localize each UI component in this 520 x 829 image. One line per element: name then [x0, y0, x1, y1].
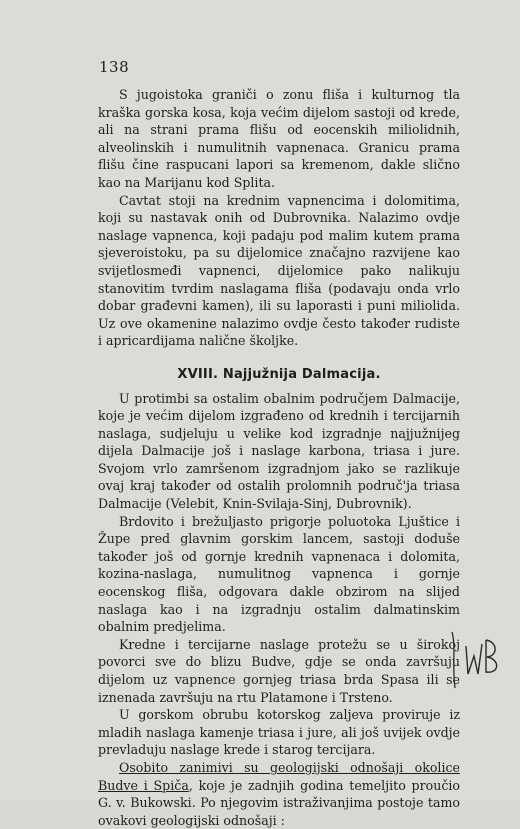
scribble-stroke — [466, 644, 482, 674]
paragraph-last — [98, 759, 460, 829]
handwritten-margin-annotation-icon — [446, 626, 506, 696]
underlined-phrase: Osobito zanimivi su geologijski odnošaji okolice Budve i Spiča — [98, 759, 460, 793]
section-heading: XVIII. Najjužnija Dalmacija. — [177, 366, 381, 382]
paragraph: U protimbi sa ostalim obalnim područjem Dalmacije, koje je većim dijelom izgrađeno od krednih i tercijarnih naslaga, sudjeluju u velike kod izgradnje najjužnijeg dijela Dalmacije još i naslage karbona, triasa i jure. Svojom vrlo zamršenom izgradnjom jako se razlikuje ovaj kraj također od ostalih prolomnih područ'ja triasa Dalmacije (Velebit, Knin-Svilaja-Sinj, Dubrovnik). — [98, 390, 460, 512]
body-text — [98, 86, 460, 829]
paragraph: S jugoistoka graniči o zonu fliša i kulturnog tla kraška gorska kosa, koja većim dijelom sastoji od krede, ali na strani prama flišu od eocenskih miliolidnih, alveolinskih i numulitnih vapnenaca. Granicu prama flišu čine raspucani lapori sa kremenom, dakle slično kao na Marijanu kod Splita. — [98, 87, 460, 190]
margin-bracket-stroke — [452, 632, 455, 688]
paragraph-rest: , koje je zadnjih godina temeljito proučio G. v. Bukowski. Po njegovim istraživanjima postoje tamo ovakovi geologijski odnošaji : — [98, 777, 460, 828]
paragraph: Brdovito i brežuljasto prigorje poluotoka Ljuštice i Župe pred glavnim gorskim lancem, sastoji doduše također još od gornje krednih vapnenaca i dolomita, kozina-naslaga, numulitnog vapnenca i gornje eocenskog fliša, odgovara dakle obzirom na slijed naslaga kao i na izgradnju ostalim dalmatinskim obalnim predjelima. — [98, 513, 460, 635]
paragraph: U gorskom obrubu kotorskog zaljeva proviruje iz mladih naslaga kamenje triasa i jure, ali još uvijek ovdje prevladuju naslage krede i starog tercijara. — [98, 707, 460, 758]
paragraph: Cavtat stoji na krednim vapnencima i dolomitima, koji su nastavak onih od Dubrovnika. Nalazimo ovdje naslage vapnenca, koji padaju pod malim kutem prama sjeveroistoku, pa su dijelomice značajno razvijene kao svijetlosmeđi vapnenci, dijelomice pako nalikuju stanovitim tvrdim naslagama fliša (podavaju onda vrlo dobar građevni kamen), ili su laporasti i puni miliolida. Uz ove okamenine nalazimo ovdje često također rudiste i apricardijama nalične školjke. — [98, 192, 460, 349]
scribble-stroke — [486, 640, 497, 672]
page-number: 138 — [99, 58, 130, 76]
paragraph: Kredne i tercijarne naslage protežu se u širokoj povorci sve do blizu Budve, gdje se onda završuju dijelom uz vapnence gornjeg triasa brda Spasa ili se iznenada završuju na rtu Platamone i Trsteno. — [98, 636, 460, 705]
